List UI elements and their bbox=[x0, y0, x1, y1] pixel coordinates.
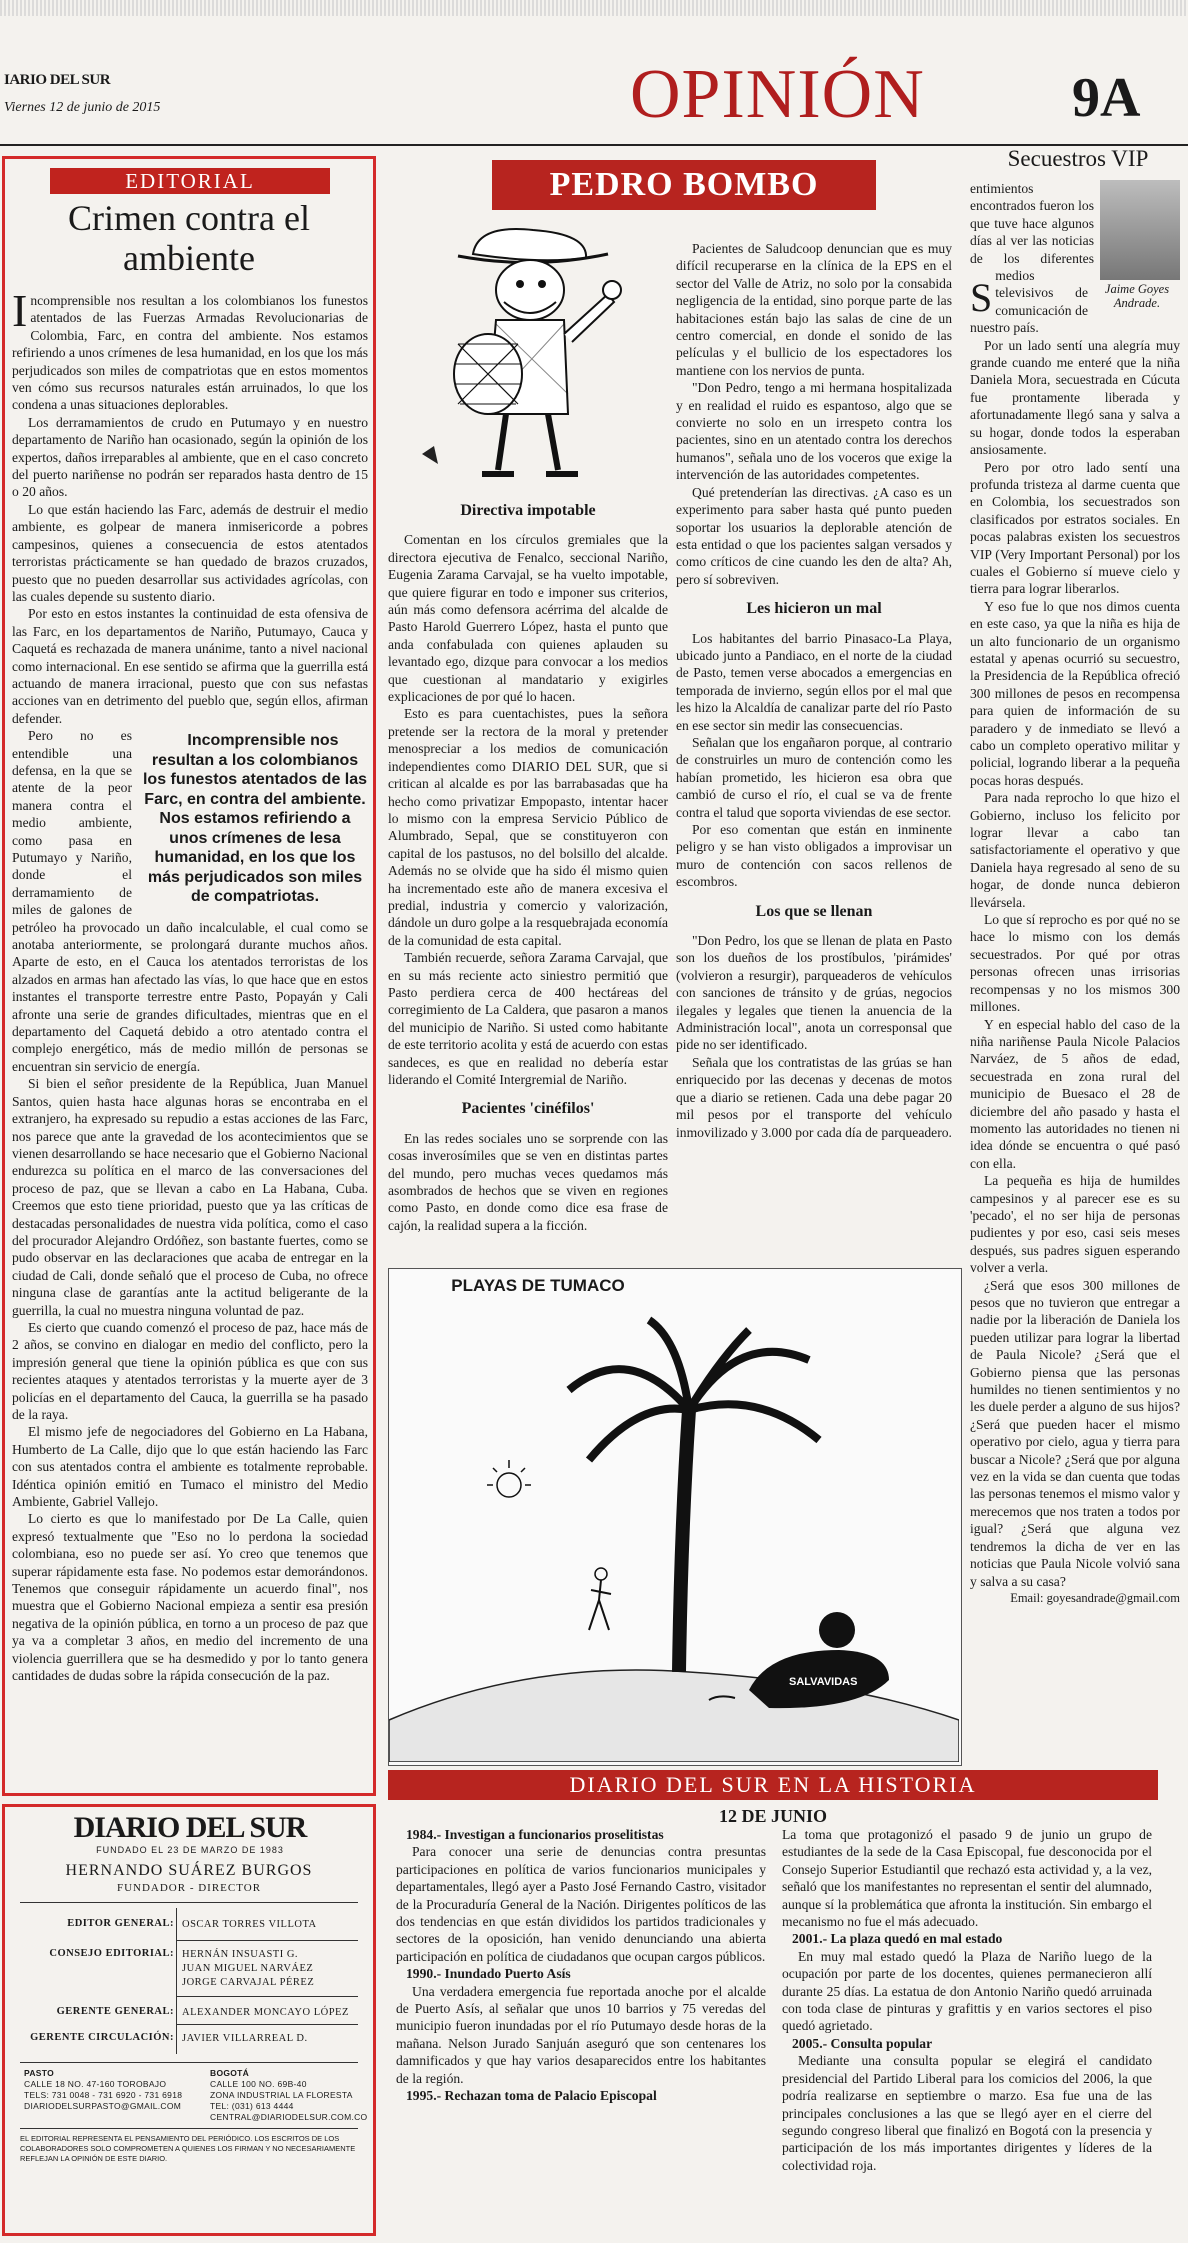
board-member: JORGE CARVAJAL PÉREZ bbox=[182, 1977, 315, 1988]
board-label: CONSEJO EDITORIAL: bbox=[49, 1948, 174, 1959]
heading-hicieron: Les hicieron un mal bbox=[746, 600, 882, 618]
editorial-paragraph: Lo que están haciendo las Farc, además de destruir el medio ambiente, es golpear de manera inmisericorde a pobres campesinos, quienes a consecuencia de estos atentados terroristas prácticamente se han quedado de brazos cruzados, puesto que no pueden desarrollar sus actividades agrícolas, con las cuales depende su sustento diario. bbox=[12, 501, 368, 604]
column-paragraph: Esto es para cuentachistes, pues la señora pretende ser la rectora de la moral y pretender menospreciar a los medios de comunicación independientes como DIARIO DEL SUR, que si critican al alcalde es por las barrabasadas que ha hecho como privatizar Empopasto, intentar hacer lo mismo con la empresa Servicio Público de Alumbrado, Sepal, que se constituyeron con capital de los pastusos, no del bolsillo del alcalde. Además no se olvide que ha sido él mismo quien ha incrementado este año de manera excesiva el predial, industria y comercio y valorización, dándole un duro golpe a la resquebrajada economía de la comunidad de esta capital. bbox=[388, 706, 668, 948]
column-paragraph: Lo que sí reprocho es por qué no se hace lo mismo con los demás secuestrados. Por qué por otras personas ofrecen unas irrisorias recompensas y no los mismos 300 millones. bbox=[970, 912, 1180, 1015]
manager-label: GERENTE GENERAL: bbox=[56, 2006, 174, 2017]
masthead-row-rule bbox=[176, 1940, 358, 1941]
board-member: JUAN MIGUEL NARVÁEZ bbox=[182, 1963, 314, 1974]
paper-name: IARIO DEL SUR bbox=[4, 72, 111, 88]
pedro-bombo-col-2 bbox=[676, 240, 952, 1141]
editorial-body bbox=[12, 285, 368, 1685]
column-paragraph: Señala que los contratistas de las grúas se han enriquecido por las decenas y decenas de motos que a diario se retienen. Cada una debe pagar 20 mil pesos por el transporte del vehículo inmovilizado y 3.000 por cada día de parqueadero. bbox=[676, 1054, 952, 1140]
history-paragraph: La toma que protagonizó el pasado 9 de junio un grupo de estudiantes de la sede de la Casa Episcopal, fue desconocida por el Consejo Superior Estudiantil que rechazó esta actividad y, a la vez, señaló que los manifestantes no representan el sentir del alumnado, aunque sí la problemática que afronta la institución. Sin embargo el mecanismo no fue el más adecuado. bbox=[782, 1827, 1152, 1930]
masthead-row-rule bbox=[176, 1996, 358, 1997]
section-title: OPINIÓN bbox=[630, 56, 925, 133]
author-email: Email: goyesandrade@gmail.com bbox=[1010, 1590, 1180, 1605]
column-paragraph: "Don Pedro, tengo a mi hermana hospitalizada y en realidad el ruido es espantoso, algo que se convierte no solo en un irrespeto contra los pacientes, sino en un atentado contra los derechos humanos", señala uno de los voceros que exige la intervención de las autoridades competentes. bbox=[676, 380, 952, 483]
drop-cap: I bbox=[12, 285, 28, 336]
tumaco-beach-cartoon bbox=[389, 1300, 959, 1762]
cartoon-title: PLAYAS DE TUMACO bbox=[451, 1276, 625, 1295]
editorial-paragraph: Si bien el señor presidente de la República, Juan Manuel Santos, quien hasta hace algunas horas se encontraba en el extranjero, ha expresado su repudio a estas acciones de las Farc, nos parece que ante la gravedad de los acontecimientos que se vienen desarrollando se hace necesario que el Gobierno Nacional endurezca su política en el marco de las conversaciones del proceso de paz, que se llevan a cabo en La Habana, Cuba. Creemos que esto tiene prioridad, puesto que ya las críticas de destacadas personalidades de nuestra vida política, como el caso del procurador Alejandro Ordóñez, son bastante fuertes, como se pudo observar en las declaraciones que acaba de entregar en la ciudad de Cali, donde señaló que el proceso de Cuba, no ofrece ninguna clase de garantías ante la actitud beligerante de la guerrilla, la cual no muestra ninguna voluntad de paz. bbox=[12, 1076, 368, 1318]
column-paragraph: ¿Será que esos 300 millones de pesos que no tuvieron que entregar a nadie por la liberación de Daniela los pueden utilizar para lograr la libertad de Paula Nicole? ¿Será que el Gobierno piensa que las personas humildes no tienen sentimientos y no les duele perder a alguno de sus hijos? ¿Será que pueden hacer el mismo operativo por cielo, agua y tierra para buscar a Nicole? ¿Será que por alguna vez en la vida se dan cuenta que todas las personas tenemos el mismo valor y merecemos que nos traten a todos por igual? ¿Será que alguna vez tendremos la dicha de ver en las noticias que Paula Nicole volvió sana y salva a su casa? bbox=[970, 1277, 1180, 1589]
editorial-paragraph: Lo cierto es que lo manifestado por De La Calle, quien expresó textualmente que "Eso no lo perdona la sociedad colombiana, eso no puede ser así. Yo creo que tenemos que superar rápidamente esta fase. No podemos estar demorándonos. Tenemos que conseguir rápidamente un acuerdo final", nos muestra que el Gobierno Nacional empieza a sentir esa presión negativa de la opinión pública, en torno a un proceso de paz que ya va a completar 3 años, en medio del incremento de una violencia guerrillera que se ha desmedido y por lo tanto genera cantidades de dudas sobre la rápida consecución de la paz. bbox=[12, 1511, 368, 1684]
column-paragraph: Por eso comentan que están en inminente peligro y se han visto obligados a improvisar un muro de contención con sacos rellenos de escombros. bbox=[676, 822, 952, 890]
masthead-founder: HERNANDO SUÁREZ BURGOS bbox=[65, 1862, 313, 1879]
circulation-label: GERENTE CIRCULACIÓN: bbox=[30, 2032, 174, 2043]
masthead-divider bbox=[176, 1908, 177, 2054]
editorial-paragraph: Por esto en estos instantes la continuidad de esta ofensiva de las Farc, en los departamentos de Nariño, Putumayo, Cauca y Caquetá es rechazada de manera unánime, tanto a nivel nacional como internacional. En ese sentido se afirma que la guerrilla está actuando de manera irracional, puesto que con sus nefastas acciones van en detrimento del pueblo que, según ellos, afirman defender. bbox=[12, 606, 368, 726]
history-heading: 1984.- Investigan a funcionarios proselitistas bbox=[406, 1827, 664, 1842]
editor-value: OSCAR TORRES VILLOTA bbox=[182, 1919, 317, 1930]
drummer-cartoon bbox=[418, 224, 648, 486]
column-paragraph: S entimientos encontrados fueron los que tuve hace algunos días al ver las noticias de los diferentes medios televisivos de comunicación de nuestro país. bbox=[970, 181, 1094, 336]
column-paragraph: Pacientes de Saludcoop denuncian que es muy difícil recuperarse en la clínica de la EPS en el sector del Valle de Atriz, no solo por la consabida negligencia de la entidad, sino porque parte de las habitaciones están bajo las salas de cine de un centro comercial, en donde el sonido de las películas y el bullicio de los espectadores los mantiene con los nervios de punta. bbox=[676, 241, 952, 378]
history-heading: 2001.- La plaza quedó en mal estado bbox=[792, 1931, 1003, 1947]
scan-edge bbox=[0, 0, 1188, 16]
editorial-paragraph: Los derramamientos de crudo en Putumayo y en nuestro departamento de Nariño han ocasionado, según la opinión de los expertos, daños irreparables al ambiente, que en el caso concreto del puerto nariñense no podrán ser reparados hasta dentro de 15 o 20 años. bbox=[12, 414, 368, 500]
history-date: 12 DE JUNIO bbox=[718, 1806, 827, 1826]
masthead-rule bbox=[20, 2128, 358, 2129]
pedro-bombo-banner: PEDRO BOMBO bbox=[492, 160, 876, 210]
editorial-title: Crimen contra el ambiente bbox=[68, 198, 310, 278]
column-paragraph: Qué pretenderían las directivas. ¿A caso es un experimento para saber hasta qué punto pueden soportar los usuarios la deplorable atención de esta entidad o que los pacientes salgan versados y como críticos de cine cuando les den de alta? Ah, pero sí sobreviven. bbox=[676, 484, 952, 587]
column-paragraph: Señalan que los engañaron porque, al contrario de construirles un muro de contención como les habían prometido, les hicieron esa obra que cambió de curso el río, el cual se va de frente contra el talud que soporta viviendas de ese sector. bbox=[676, 734, 952, 820]
column-paragraph: Y en especial hablo del caso de la niña nariñense Paula Nicole Palacios Narváez, de 5 años de edad, secuestrada en zona rural del municipio de Buesaco el 28 de diciembre del año pasado y hasta el momento las autoridades no tienen ni idea dónde se encuentra o qué pasó con ella. bbox=[970, 1016, 1180, 1171]
author-photo bbox=[1100, 180, 1180, 280]
pull-quote: Incomprensible nos resultan a los colombianos los funestos atentados de las Farc, en contra del ambiente. Nos estamos refiriendo a unos crímenes de lesa humanidad, en los que los más perjudicados son miles de compatriotas. bbox=[142, 732, 368, 906]
pasto-address: PASTO CALLE 18 NO. 47-160 TOROBAJO TELS: 731 0048 - 731 6920 - 731 6918 DIARIODELSURPASTO@GMAIL.COM bbox=[24, 2068, 183, 2111]
masthead-logo: DIARIO DEL SUR bbox=[73, 1811, 307, 1844]
vip-title: Secuestros VIP bbox=[1007, 146, 1149, 171]
history-heading: 1995.- Rechazan toma de Palacio Episcopal bbox=[406, 2088, 657, 2104]
editorial-paragraph: Es cierto que cuando comenzó el proceso de paz, hace más de 2 años, se convino en dialogar en medio del conflicto, pero la impresión general que tiene la opinión pública es que con sus recientes ataques y atentados terroristas y la muerte ayer de 3 policías en el departamento del Cauca, la guerrilla se ha pasado de la raya. bbox=[12, 1319, 368, 1422]
column-paragraph: "Don Pedro, los que se llenan de plata en Pasto son los dueños de los prostíbulos, 'pirámides' (volvieron a resurgir), parqueaderos de vehículos con sanciones de tránsito y de grúas, negocios ilegales y legales que tienen la anuencia de la Administración local", anota un corresponsal que pide no ser identificado. bbox=[676, 933, 952, 1053]
drop-cap: S bbox=[970, 275, 993, 320]
column-paragraph: La pequeña es hija de humildes campesinos y al parecer ese es su 'pecado', el no ser hija de personas pudientes y por eso, casi seis meses después, sus padres siguen esperando volver a verla. bbox=[970, 1173, 1180, 1276]
circulation-value: JAVIER VILLARREAL D. bbox=[182, 2033, 308, 2044]
heading-pacientes: Pacientes 'cinéfilos' bbox=[461, 1100, 595, 1118]
page-number: 9A bbox=[1072, 67, 1141, 129]
history-paragraph: Una verdadera emergencia fue reportada anoche por el alcalde de Puerto Asís, al señalar que unos 10 barrios y 75 veredas del municipio fueron inundadas por el río Putumayo desde horas de la mañana. Nelson Jurado Sanjuán aseguró que son centenares los damnificados y que hay varios desaparecidos entre los habitantes de la región. bbox=[396, 1983, 766, 2086]
editor-label: EDITOR GENERAL: bbox=[67, 1918, 174, 1929]
editorial-paragraph: Incomprensible nos resultan a los colombianos los funestos atentados de las Fuerzas Armadas Revolucionarias de Colombia, Farc, en contra del ambiente. Nos estamos refiriendo a unos crímenes de lesa humanidad, en los que los más perjudicados son miles de compatriotas que en estos momentos ven cómo sus recursos naturales están arruinados, lo que los condena a unas situaciones deplorables. bbox=[12, 285, 368, 413]
board-values bbox=[182, 1948, 362, 1990]
issue-date: Viernes 12 de junio de 2015 bbox=[4, 100, 161, 115]
editorial-paragraph: Incomprensible nos resultan a los colombianos los funestos atentados de las Farc, en contra del ambiente. Nos estamos refiriendo a unos crímenes de lesa humanidad, en los que los más perjudicados son miles de compatriotas. Pero no es entendible una defensa, en la que se atente de la peor manera contra el medio ambiente, como pasa en Putumayo y Nariño, donde el derramamiento de miles de galones de petróleo ha provocado un daño incalculable, el cual como se anotaba anteriormente, se prolongará durante muchos años. Aparte de esto, en el Cauca los atentados terroristas de los alzados en armas han afectado las vías, lo que hace que en estos instantes el transporte terrestre entre Pasto, Popayán y Cali afronte una serie de grandes dificultades, mientras que en el departamento del Caquetá debido a otro atentado contra el complejo energético, más de medio millón de personas se encuentran sin servicio de energía. bbox=[12, 728, 368, 1074]
editorial-label: EDITORIAL bbox=[50, 168, 330, 194]
column-paragraph: Para nada reprocho lo que hizo el Gobierno, incluso los felicito por lograr llevar a cabo tan satisfactoriamente el operativo y que Daniela haya regresado al seno de su hogar, de donde nunca debieron llevársela. bbox=[970, 790, 1180, 910]
author-caption: Jaime Goyes Andrade. bbox=[1104, 282, 1170, 310]
bogota-address: BOGOTÁ CALLE 100 NO. 69B-40 ZONA INDUSTRIAL LA FLORESTA TEL: (031) 613 4444 CENTRAL@DIARIODELSUR.COM.CO bbox=[210, 2068, 368, 2122]
history-col-1 bbox=[396, 1826, 766, 2105]
masthead-founded: FUNDADO EL 23 DE MARZO DE 1983 bbox=[96, 1845, 284, 1855]
vip-body bbox=[970, 180, 1180, 1607]
history-paragraph: Para conocer una serie de denuncias contra presuntas participaciones en política de varios funcionarios municipales y departamentales, llegó ayer a Pasto José Fernando Castro, visitador de la Procuraduría General de la Nación. Dirigentes políticos de las dos tendencias en que están divididos los partidos tradicionales y sectores de la oposición, han venido denunciando una abierta participación en política de ciudadanos que ocupan cargos públicos. bbox=[396, 1844, 766, 1964]
column-paragraph: Por un lado sentí una alegría muy grande cuando me enteré que la niña Daniela Mora, secuestrada en Cúcuta fue prontamente liberada y afortunadamente llegó sana y salva a su hogar, donde todos la esperaban ansiosamente. bbox=[970, 337, 1180, 458]
heading-llenan: Los que se llenan bbox=[755, 902, 873, 920]
cartoon-label: SALVAVIDAS bbox=[789, 1676, 858, 1688]
column-paragraph: Pero por otro lado sentí una profunda tristeza al darme cuenta que en Colombia, los secuestrados son clasificados por estratos sociales. En pocas palabras existen los secuestros VIP (Very Important Personal) por los cuales el Gobierno sí mueve cielo y tierra para lograr liberarlos. bbox=[970, 459, 1180, 597]
history-heading: 1990.- Inundado Puerto Asís bbox=[406, 1966, 571, 1982]
editorial-paragraph: El mismo jefe de negociadores del Gobierno en La Habana, Humberto de La Calle, dijo que lo que están haciendo las Farc con sus atentados contra el ambiente es totalmente reprobable. Idéntica opinión emitió en Tumaco el ministro del Medio Ambiente, Gabriel Vallejo. bbox=[12, 1424, 368, 1510]
manager-value: ALEXANDER MONCAYO LÓPEZ bbox=[182, 2007, 349, 2018]
column-paragraph: En las redes sociales uno se sorprende con las cosas inverosímiles que se ven en distintas partes del mundo, pero muchas veces quedamos más asombrados de hechos que se viven en regiones como Pasto, en donde como dice esa frase de cajón, la realidad supera a la ficción. bbox=[388, 1130, 668, 1233]
column-paragraph: Y eso fue lo que nos dimos cuenta en este caso, ya que la niña es hija de un alto funcionario de un organismo estatal y apenas ocurrió su secuestro, la Presidencia de la República ofreció 300 millones de pesos en recompensa para quien de información de su paradero y de inmediato se llevó a cabo un completo operativo militar y policial, logrando liberar a la pequeña pocas horas después. bbox=[970, 598, 1180, 788]
pedro-bombo-col-1 bbox=[388, 490, 668, 1234]
masthead-rule bbox=[20, 2062, 358, 2063]
history-paragraph: En muy mal estado quedó la Plaza de Nariño luego de la ocupación por parte de los docentes, quienes permanecieron allí durante 25 días. La estatua de don Antonio Nariño quedó arruinada con toda clase de pinturas y grafittis y en varios sectores el piso quedó agrietado. bbox=[782, 1948, 1152, 2034]
heading-directiva: Directiva impotable bbox=[460, 502, 596, 519]
history-banner: DIARIO DEL SUR EN LA HISTORIA bbox=[388, 1770, 1158, 1800]
history-heading: 2005.- Consulta popular bbox=[792, 2035, 933, 2051]
board-member: HERNÁN INSUASTI G. bbox=[182, 1949, 299, 1960]
masthead-rule bbox=[20, 1902, 358, 1903]
masthead-disclaimer: EL EDITORIAL REPRESENTA EL PENSAMIENTO DEL PERIÓDICO. LOS ESCRITOS DE LOS COLABORADORES SOLO COMPROMETEN A QUIENES LOS FIRMAN Y NO NECESARIAMENTE REFLEJAN LA OPINIÓN DE ESTE DIARIO. bbox=[20, 2134, 356, 2163]
masthead-founder-role: FUNDADOR - DIRECTOR bbox=[116, 1882, 262, 1894]
masthead-row-rule bbox=[176, 2024, 358, 2025]
column-paragraph: Comentan en los círculos gremiales que la directora ejecutiva de Fenalco, seccional Nariño, Eugenia Zarama Carvajal, se ha vuelto impotable, que quiere figurar en todo e imponer sus criterios, aún más como defensora acérrima del alcalde de Pasto Harold Guerrero López, hasta el punto que anda confabulada con quienes aplauden su levantado ego, dizque para convocar a los medios que cuestionan al mandatario y exigirles explicaciones de por qué lo hacen. bbox=[388, 532, 668, 705]
column-paragraph: Los habitantes del barrio Pinasaco-La Playa, ubicado junto a Pandiaco, en el norte de la ciudad de Pasto, temen verse abocados a emergencias en temporada de invierno, según ellos por el mal que les hizo la Alcaldía de canalizar parte del río Pasto en ese sector sin medir las consecuencias. bbox=[676, 630, 952, 733]
history-col-2 bbox=[782, 1826, 1152, 2174]
history-paragraph: Mediante una consulta popular se elegirá el candidato presidencial del Partido Liberal para los comicios del 2006, la que podría realizarse en septiembre o marzo. Esa fue una de las principales conclusiones a las que se llegó ayer en el cierre del segundo congreso liberal que finalizó en Bogotá con la presencia y participación de los más importantes dirigentes y líderes de la colectividad roja. bbox=[782, 2053, 1152, 2173]
column-paragraph: También recuerde, señora Zarama Carvajal, que en su más reciente acto siniestro permitió que Pasto perdiera cerca de 400 hectáreas del corregimiento de La Caldera, que pasaron a manos del municipio de Nariño. Si usted como habitante de este territorio acolita y está de acuerdo con estas sandeces, es que en realidad no debería estar liderando el Comité Intergremial de Nariño. bbox=[388, 950, 668, 1087]
